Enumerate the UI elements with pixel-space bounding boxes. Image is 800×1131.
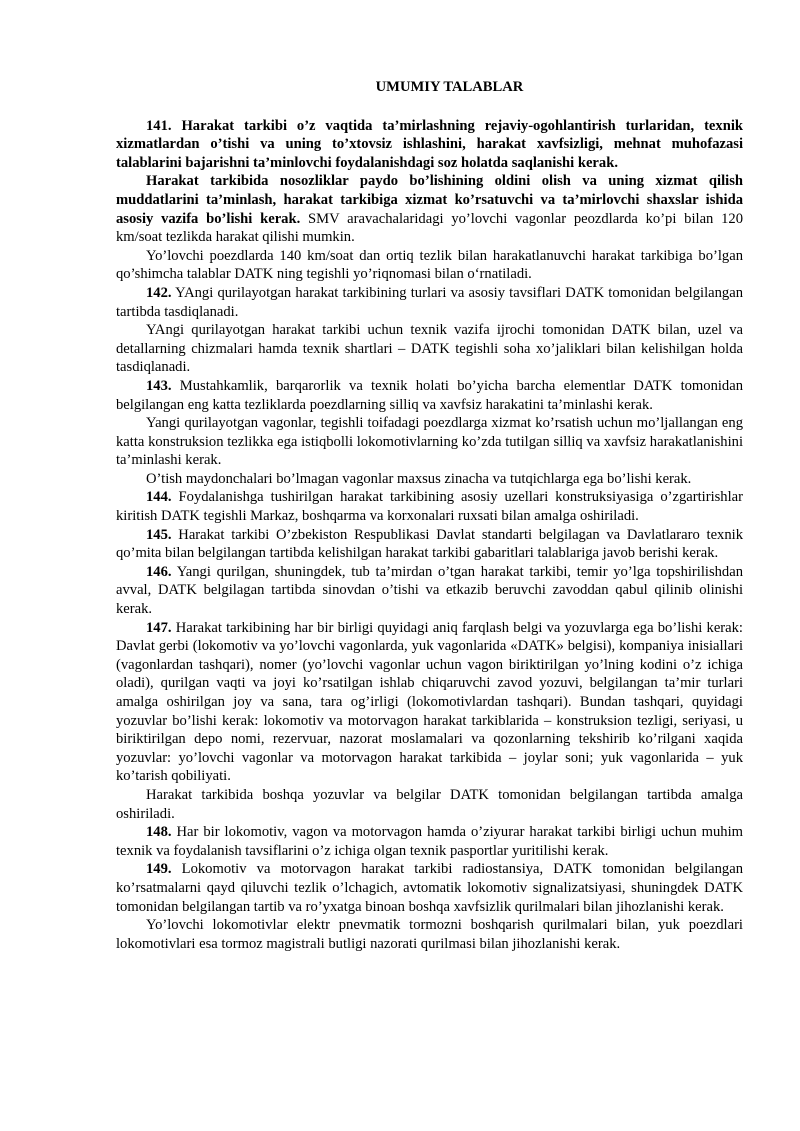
paragraph-number: 148. [146, 824, 172, 841]
paragraph-149-continued [116, 916, 743, 953]
paragraph-text: Yangi qurilayotgan vagonlar, tegishli toifadagi poezdlarga xizmat ko’rsatish uchun mo’ljallangan eng katta konstruksion tezlikka ega istiqbolli lokomotivlarning ko’zda tutilgan silliq va xavfsiz harakatlanishini ta’minlashi kerak. [116, 415, 743, 469]
paragraph-text: Lokomotiv va motorvagon harakat tarkibi radiostansiya, DATK tomonidan belgilangan ko’rsatmalarni qayd qiluvchi tezlik o’lchagich, avtomatik lokomotiv signalizatsiyasi, shuningdek DATK tomonidan belgilangan tartib va ro’yxatga binoan boshqa xavfsizlik qurilmalari bilan jihozlanishi kerak. [116, 861, 743, 915]
paragraph-147-continued [116, 786, 743, 823]
paragraph-text: O’tish maydonchalari bo’lmagan vagonlar maxsus zinacha va tutqichlarga ega bo’lishi kerak. [146, 470, 692, 487]
paragraph-148 [116, 823, 743, 860]
paragraph-142-continued [116, 321, 743, 377]
paragraph-bold-text: Harakat tarkibi o’z vaqtida ta’mirlashning rejaviy-ogohlantirish turlaridan, texnik xizmatlardan o’tishi va uning to’xtovsiz ishlashini, harakat xavfsizligi, mehnat muhofazasi talablarini bajarishni ta’minlovchi foydalanishdagi soz holatda saqlanishi kerak. [116, 117, 743, 171]
paragraph-145 [116, 526, 743, 563]
paragraph-143-continued [116, 414, 743, 470]
paragraph-text: SMV aravachalaridagi yo’lovchi vagonlar peozdlarda ko’pi bilan 120 km/soat tezlikda harakat qilishi mumkin. [116, 210, 744, 246]
paragraph-141-continued [116, 172, 743, 246]
paragraph-number: 149. [146, 861, 172, 878]
paragraph-text: Yangi qurilgan, shuningdek, tub ta’mirdan o’tgan harakat tarkibi, temir yo’lga topshirilishdan avval, DATK belgilagan tartibda sinovdan o’tishi va etkazib beruvchi zavoddan qabul qilinib olinishi kerak. [116, 563, 743, 618]
paragraph-143 [116, 377, 743, 414]
page-title: UMUMIY TALABLAR [375, 79, 524, 95]
paragraph-number: 141. [146, 117, 172, 134]
paragraph-number: 147. [146, 619, 172, 636]
paragraph-141-speed [116, 247, 743, 284]
paragraph-text: Yo’lovchi lokomotivlar elektr pnevmatik tormozni boshqarish qurilmalari bilan, yuk poezdlari lokomotivlari esa tormoz magistrali butligi nazorati qurilmasi bilan jihozlanishi kerak. [116, 917, 743, 952]
paragraph-142 [116, 284, 743, 321]
paragraph-number: 146. [146, 563, 172, 580]
paragraph-text: YAngi qurilayotgan harakat tarkibi uchun texnik vazifa ijrochi tomonidan DATK bilan, uzel va detallarning chizmalari hamda texnik shartlari – DATK tegishli soha xo’jaliklari bilan kelishilgan holda tasdiqlanadi. [116, 322, 743, 376]
paragraph-text: Yo’lovchi poezdlarda 140 km/soat dan ortiq tezlik bilan harakatlanuvchi harakat tarkibiga bo’lgan qo’shimcha talablar DATK ning tegishli yo’riqnomasi bilan o‘rnatiladi. [116, 247, 743, 283]
paragraph-144 [116, 488, 743, 525]
paragraph-text: Harakat tarkibida boshqa yozuvlar va belgilar DATK tomonidan belgilangan tartibda amalga oshiriladi. [116, 786, 743, 822]
paragraph-143-platforms [116, 470, 743, 489]
paragraph-text: Har bir lokomotiv, vagon va motorvagon hamda o’ziyurar harakat tarkibi birligi uchun muhim texnik va foydalanish tavsiflarini o’z ichiga olgan texnik pasportlar yuritilishi kerak. [116, 824, 743, 859]
paragraph-text: Harakat tarkibining har bir birligi quyidagi aniq farqlash belgi va yozuvlarga ega bo’lishi kerak: Davlat gerbi (lokomotiv va yo’lovchi vagonlarda, yuk vagonlarida «DATK» belgisi), kompaniya inisiallari (vagonlardan tashqari), nomer (yo’lovchi vagonlar uchun vagon biriktirilgan yo’lning kodini o’z ichiga oladi), qurilgan vaqti va joyi ko’rsatilgan ishlab chiqaruvchi zavod yozuvi, belgilangan ta’mir turlari amalga oshirilgan joy va sana, tara og’irligi (lokomotivlardan tashqari). Bundan tashqari, quyidagi yozuvlar bo’lishi kerak: lokomotiv va motorvagon harakat tarkiblarida – konstruksion tezligi, seriyasi, u biriktirilgan depo nomi, rezervuar, nazorat moslamalari va qozonlarning tekshirib ko’rilgani xaqida yozuvlar: yo’lovchi vagonlar va motorvagon harakat tarkibida – joylar soni; yuk vagonlarida – yuk ko’tarish qobiliyati. [116, 619, 743, 785]
paragraph-147 [116, 619, 743, 786]
paragraph-text: Harakat tarkibi O’zbekiston Respublikasi Davlat standarti belgilagan va Davlatlararo texnik qo’mita bilan belgilangan tartibda kelishilgan harakat tarkibi gabaritlari talablariga javob berishi kerak. [116, 526, 743, 562]
document-page [116, 78, 743, 953]
paragraph-text: YAngi qurilayotgan harakat tarkibining turlari va asosiy tavsiflari DATK tomonidan belgilangan tartibda tasdiqlanadi. [116, 284, 743, 320]
paragraph-text: Mustahkamlik, barqarorlik va texnik holati bo’yicha barcha elementlar DATK tomonidan belgilangan eng katta tezliklarda poezdlarning silliq va xavfsiz harakatini ta’minlashi kerak. [116, 377, 743, 413]
paragraph-number: 142. [146, 284, 172, 301]
paragraph-number: 143. [146, 377, 172, 394]
paragraph-141 [116, 117, 743, 173]
paragraph-149 [116, 860, 743, 916]
paragraph-text: Foydalanishga tushirilgan harakat tarkibining asosiy uzellari konstruksiyasiga o’zgartirishlar kiritish DATK tegishli Markaz, boshqarma va korxonalari ruxsati bilan amalga oshiriladi. [116, 489, 743, 525]
paragraph-number: 144. [146, 489, 172, 506]
paragraph-bold-text: Harakat tarkibida nosozliklar paydo bo’lishining oldini olish va uning xizmat qilish muddatlarini ta’minlash, harakat tarkibiga xizmat ko’rsatuvchi va ta’mirlovchi shaxslar ishida asosiy vazifa bo’lishi kerak. [116, 173, 743, 227]
paragraph-146 [116, 563, 743, 619]
paragraph-number: 145. [146, 526, 172, 543]
